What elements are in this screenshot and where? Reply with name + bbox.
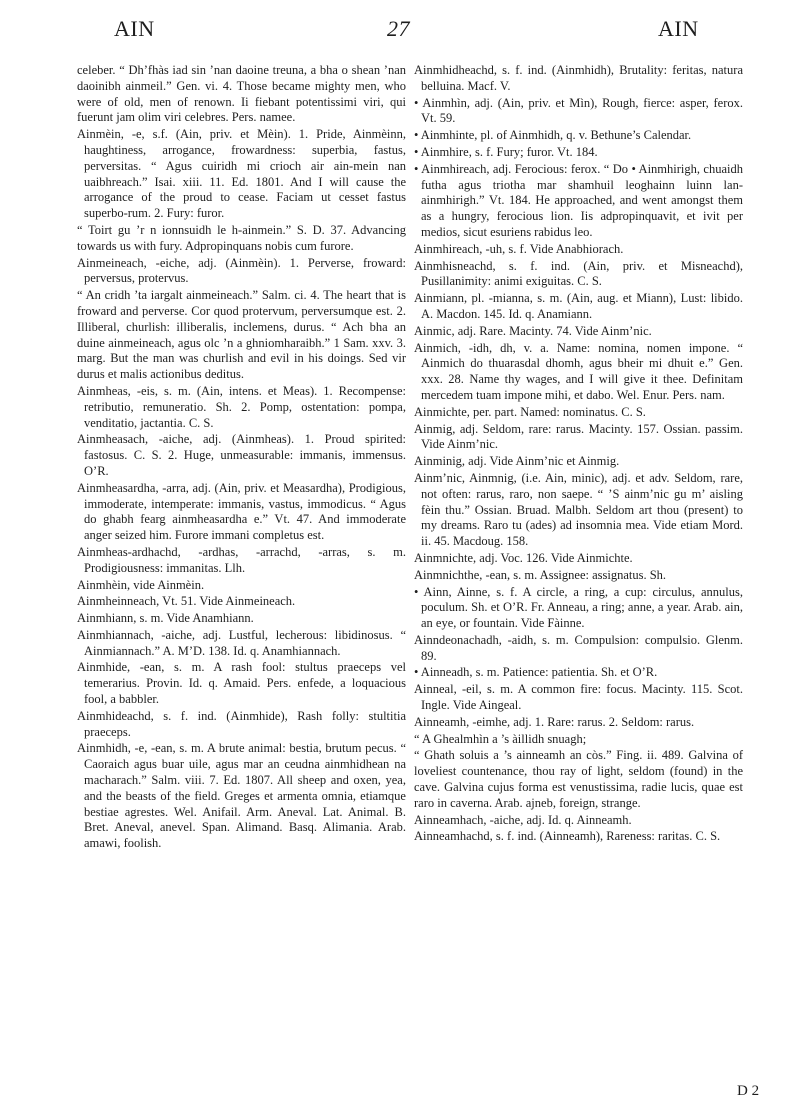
dictionary-entry: Ainmhèin, vide Ainmèin. xyxy=(77,577,205,592)
dictionary-entry: Ainmheas-ardhachd, -ardhas, -arrachd, -arras, s. m. Prodigiousness: immanitas. Llh. xyxy=(77,544,406,575)
dictionary-entry: Ainmhidheachd, s. f. ind. (Ainmhidh), Brutality: feritas, natura belluina. Macf. V. xyxy=(414,63,743,93)
dictionary-entry: Ainmhiannach, -aiche, adj. Lustful, lecherous: libidinosus. “ Ainmiannach.” A. M’D. 138. Id. q. Anamhiannach. xyxy=(77,627,406,658)
dictionary-entry: Ainmeineach, -eiche, adj. (Ainmèin). 1. Perverse, froward: perversus, protervus. xyxy=(77,255,406,286)
dictionary-entry: Ainmichte, per. part. Named: nominatus. C. S. xyxy=(414,404,646,419)
dictionary-entry: Ainneal, -eil, s. m. A common fire: focus. Macinty. 115. Scot. Ingle. Vide Aingeal. xyxy=(414,682,743,713)
verse-line: “ Ghath soluis a ’s ainneamh an còs.” Fing. ii. 489. Galvina of loveliest countenance, thou ray of light, seldom (found) in the cave. Galvina cujus forma est venustissima, radie lucis, quae est raro in caverna. Arab. ajneb, foreign, strange. xyxy=(414,748,743,810)
dictionary-entry: • Ainn, Ainne, s. f. A circle, a ring, a cup: circulus, annulus, poculum. Sh. et O’R. Fr. Anneau, a ring; anne, a year. Arab. ain, an eye, or fountain. Vide Fàinne. xyxy=(414,584,743,631)
left-column xyxy=(77,63,406,853)
dictionary-entry: • Ainneadh, s. m. Patience: patientia. Sh. et O’R. xyxy=(414,665,658,680)
dictionary-entry: • Ainmhinte, pl. of Ainmhidh, q. v. Bethune’s Calendar. xyxy=(414,128,692,143)
dictionary-entry: Ainmhidh, -e, -ean, s. m. A brute animal: bestia, brutum pecus. “ Caoraich agus buar uile, agus mar an ceudna ainmhidhean na macharach.” Salm. viii. 7. Ed. 1807. All sheep and oxen, yea, and the beasts of the field. Greges et armenta omnia, etiamque bestiae agrestes. Wel. Anifail. Arm. Aneval. Lat. Animal. B. Bret. Aneval, anevel. Span. Alimand. Basq. Alimania. Arab. amawi, foolish. xyxy=(77,741,406,851)
dictionary-entry: Ainmheinneach, Vt. 51. Vide Ainmeineach. xyxy=(77,594,296,609)
dictionary-entry: Ainmich, -idh, dh, v. a. Name: nomina, nomen impone. “ Ainmich do thuarasdal dhomh, agus bheir mi dhuit e.” Gen. xxx. 28. Name thy wages, and I will give it thee. Definitam mercedem tuam impone mihi, et dabo. Wel. Enur. Pers. nam. xyxy=(414,340,743,402)
dictionary-entry: Ainmnichte, adj. Voc. 126. Vide Ainmichte. xyxy=(414,550,633,565)
dictionary-entry: Ainneamhachd, s. f. ind. (Ainneamh), Rareness: raritas. C. S. xyxy=(414,829,721,844)
dictionary-entry: Ainmhireach, -uh, s. f. Vide Anabhiorach. xyxy=(414,241,624,256)
dictionary-entry: Ainndeonachadh, -aidh, s. m. Compulsion: compulsio. Glenm. 89. xyxy=(414,632,743,663)
dictionary-entry: Ainmheas, -eis, s. m. (Ain, intens. et Meas). 1. Recompense: retributio, remuneratio. Sh. 2. Pomp, ostentation: pompa, venditatio, jactantia. C. S. xyxy=(77,383,406,430)
dictionary-entry: Ainmhisneachd, s. f. ind. (Ain, priv. et Misneachd), Pusillanimity: animi exiguitas. C. S. xyxy=(414,258,743,289)
dictionary-entry: • Ainmhireach, adj. Ferocious: ferox. “ Do • Ainmhirigh, chuaidh futha agus triotha mar shamhuil leoghainn luinn lan-ainmhirigh.” Vt. 184. He approached, and went amongst them as a hungry, ferocious lion. Iis adpropinquavit, et ivit per medios, sicut esuriens rabidus leo. xyxy=(414,161,743,239)
dictionary-entry: Ainmheasach, -aiche, adj. (Ainmheas). 1. Proud spirited: fastosus. C. S. 2. Huge, unmeasurable: immanis, immensus. O’R. xyxy=(77,432,406,478)
dictionary-entry: Ainmig, adj. Seldom, rare: rarus. Macinty. 157. Ossian. passim. Vide Ainm’nic. xyxy=(414,421,743,452)
dictionary-entry: “ Toirt gu ’r n ionnsuidh le h-ainmein.” S. D. 37. Advancing towards us with fury. Adpropinquans nobis cum furore. xyxy=(77,222,406,253)
signature-mark: D 2 xyxy=(737,1083,760,1099)
dictionary-entry: Ainmnichthe, -ean, s. m. Assignee: assignatus. Sh. xyxy=(414,567,667,582)
page-number: 27 xyxy=(387,16,410,41)
dictionary-entry: Ainmèin, -e, s.f. (Ain, priv. et Mèin). 1. Pride, Ainmèinn, haughtiness, arrogance, frowardness: superbia, fastus, perversitas. “ Agus cuiridh mi crioch air ain-mein nan uaibhreach.” Isai. xiii. 11. Ed. 1801. And I will cause the arrogance of the proud to cease. Faciam ut cesset fastus superbo-rum. 2. Fury: furor. xyxy=(77,127,406,221)
running-head-left: AIN xyxy=(114,16,155,41)
running-head-right: AIN xyxy=(658,16,699,41)
dictionary-entry: “ An cridh ’ta iargalt ainmeineach.” Salm. ci. 4. The heart that is froward and perverse. Cor quod protervum, perversumque est. 2. Illiberal, churlish: illiberalis, inclemens, durus. “ Ach bha an duine ainmeineach, agus olc ’n a ghniomharaibh.” 1 Sam. xxv. 3. marg. But the man was churlish and evil in his doings. Sed vir durus et malis actionibus deditus. xyxy=(77,288,406,382)
dictionary-entry: Ainmhiann, s. m. Vide Anamhiann. xyxy=(77,611,254,626)
dictionary-entry: Ainminig, adj. Vide Ainm’nic et Ainmig. xyxy=(414,454,620,469)
dictionary-entry: Ainmheasardha, -arra, adj. (Ain, priv. et Measardha), Prodigious, immoderate, intemperate: immanis, vastus, immodicus. “ Agus do ghabh fearg ainmheasardha e.” Vt. 47. And immoderate anger seized him. Furore immani completus est. xyxy=(77,480,406,543)
dictionary-entry: • Ainmhìn, adj. (Ain, priv. et Mìn), Rough, fierce: asper, ferox. Vt. 59. xyxy=(414,95,743,126)
dictionary-entry: Ainmic, adj. Rare. Macinty. 74. Vide Ainm’nic. xyxy=(414,323,652,338)
verse-line: “ A Ghealmhìn a ’s àillidh snuagh; xyxy=(414,731,587,746)
dictionary-entry: Ainneamhach, -aiche, adj. Id. q. Ainneamh. xyxy=(414,812,632,827)
dictionary-entry: Ainmiann, pl. -mianna, s. m. (Ain, aug. et Miann), Lust: libido. A. Macdon. 145. Id. q. Anamiann. xyxy=(414,291,743,321)
dictionary-entry: • Ainmhire, s. f. Fury; furor. Vt. 184. xyxy=(414,144,598,159)
dictionary-entry: Ainm’nic, Ainmnig, (i.e. Ain, minic), adj. et adv. Seldom, rare, not often: rarus, raro, non saepe. “ ’S ainm’nic gu m’ aisling fèin thu.” Ossian. Bruad. Malbh. Seldom art thou (present) to my dreams. Raro tu (ades) ad insomnia mea. Vide etiam Mord. ii. 45. Macdoug. 158. xyxy=(414,470,743,549)
dictionary-entry: celeber. “ Dh’fhàs iad sin ’nan daoine treuna, a bha o shean ’nan daoinibh ainmeil.” Gen. vi. 4. Those became mighty men, who were of old, men of renown. Ii fiebant potentissimi viri, qui fuerunt jam olim viri celebres. Pers. namee. xyxy=(77,63,406,125)
right-column xyxy=(414,63,743,846)
dictionary-entry: Ainmhideachd, s. f. ind. (Ainmhide), Rash folly: stultitia praeceps. xyxy=(77,708,406,739)
dictionary-entry: Ainmhide, -ean, s. m. A rash fool: stultus praeceps vel temerarius. Provin. Id. q. Amaid. Pers. enfede, a loquacious fool, a babbler. xyxy=(77,660,406,707)
dictionary-entry: Ainneamh, -eimhe, adj. 1. Rare: rarus. 2. Seldom: rarus. xyxy=(414,714,695,729)
